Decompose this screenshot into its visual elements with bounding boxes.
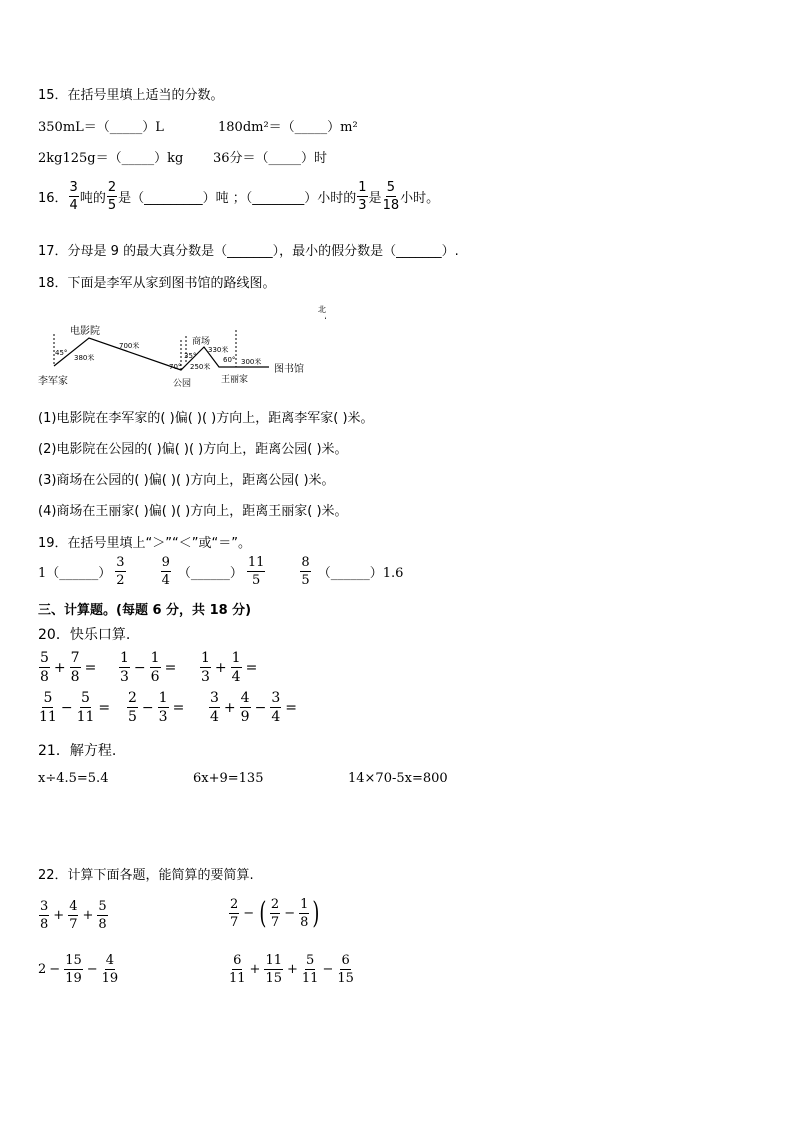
angle-label: 70° [169,363,182,371]
fraction: $\frac{1}{3}$ [201,650,210,685]
operator: = [172,699,185,716]
distance-label: 300米 [241,358,262,366]
equation: 14×70-5x=800 [348,771,448,786]
operator: − [284,906,296,921]
q21-title: 21．解方程. [38,743,117,759]
wang-label: 王丽家 [221,375,249,385]
q20-expr [199,651,260,684]
library-label: 图书馆 [274,364,304,375]
fraction: $\frac{11}{15}$ [265,953,282,986]
angle-label: 35° [184,352,197,360]
fraction: $\frac{5}{11}$ [301,953,319,986]
fraction: $\frac{7}{8}$ [70,650,80,685]
q15-title: 15．在括号里填上适当的分数。 [38,88,224,103]
operator: − [133,659,146,676]
fraction: $\frac{1}{3}$ [358,180,367,213]
fraction: $\frac{3}{4}$ [271,690,281,725]
fraction: $\frac{3}{4}$ [210,690,219,725]
fraction: $\frac{1}{3}$ [158,690,168,725]
operator: − [141,699,154,716]
q19-title: 19．在括号里填上“＞”“＜”或“＝”。 [38,536,251,551]
mall-label: 商场 [192,337,211,347]
q18-title: 18．下面是李军从家到图书馆的路线图。 [38,276,276,291]
fraction: $\frac{15}{19}$ [65,953,82,986]
q18-sub-3: (3)商场在公园的( )偏( )( )方向上，距离公园( )米。 [38,473,335,488]
operator: + [287,962,298,977]
compare-blank: （______） [177,566,243,581]
fraction: $\frac{2}{7}$ [270,897,280,930]
operator: − [86,962,98,977]
fraction: $\frac{5}{11}$ [39,690,57,725]
operator: + [249,962,261,977]
operator: = [245,659,258,676]
fraction: $\frac{3}{4}$ [69,180,78,213]
q20-expr [118,651,179,684]
q15-item-2: 180dm²＝（_____）m² [218,120,358,135]
q20-title: 20．快乐口算. [38,627,131,643]
fraction: $\frac{2}{5}$ [128,690,137,725]
compare-blank: （______）1.6 [317,566,404,581]
q20-expr [38,691,113,724]
fraction: $\frac{1}{4}$ [231,650,241,685]
fraction: $\frac{1}{6}$ [150,650,160,685]
operator: + [82,908,94,923]
q20-expr [208,691,300,724]
operator: − [243,906,255,921]
distance-label: 250米 [190,363,211,371]
q22-expr [228,954,355,985]
operator: + [214,659,227,676]
fraction: $\frac{4}{9}$ [240,690,250,725]
q15-item-4: 36分＝（_____）时 [213,151,328,166]
q18-sub-2: (2)电影院在公园的( )偏( )( )方向上，距离公园( )米。 [38,442,348,457]
equation: 6x+9=135 [193,771,264,786]
operator: = [98,699,111,716]
fraction: $\frac{11}{5}$ [247,555,265,588]
fraction: $\frac{1}{3}$ [120,650,129,685]
fraction: $\frac{5}{8}$ [98,899,107,932]
fraction: $\frac{6}{15}$ [337,953,354,986]
q20-expr [126,691,187,724]
operator: + [53,659,66,676]
distance-label: 380米 [74,354,95,362]
operator: = [164,659,177,676]
fraction: $\frac{5}{8}$ [40,650,49,685]
distance-label: 330米 [208,346,229,354]
operand: 2 [38,962,47,977]
angle-label: 45° [55,349,68,357]
operator: − [322,962,334,977]
right-paren: ) [312,895,320,931]
cinema-label: 电影院 [70,326,100,337]
q20-expr [38,651,99,684]
fraction: $\frac{4}{7}$ [69,899,78,932]
q16-text-4: 小时。 [400,191,440,206]
operator: + [223,699,236,716]
fraction: $\frac{2}{7}$ [230,897,239,930]
home-label: 李军家 [38,376,68,387]
fraction: $\frac{3}{8}$ [40,899,49,932]
q16-line [38,181,439,212]
q16-number: 16． [38,191,68,206]
angle-label: 60° [223,356,236,364]
operator: = [84,659,97,676]
operator: + [53,908,65,923]
q18-sub-4: (4)商场在王丽家( )偏( )( )方向上，距离王丽家( )米。 [38,504,348,519]
route-map [36,300,326,392]
q22-expr [228,895,322,931]
fraction: $\frac{4}{19}$ [101,953,119,986]
q18-sub-1: (1)电影院在李军家的( )偏( )( )方向上，距离李军家( )米。 [38,411,374,426]
left-paren: ( [259,895,267,931]
fraction: $\frac{6}{11}$ [229,953,246,986]
equation: x÷4.5=5.4 [38,771,109,786]
compare-blank: 1（______） [38,566,112,581]
park-label: 公园 [173,379,192,389]
q16-text-2: 是（_________）吨 ；（________）小时的 [118,191,357,206]
q19-items [38,556,403,587]
q16-text-1: 吨的 [79,191,106,206]
q15-item-3: 2kg125g＝（_____）kg [38,151,184,166]
distance-label: 700米 [119,342,140,350]
fraction: $\frac{3}{2}$ [116,555,125,588]
q16-text-3: 是 [368,191,382,206]
north-label: 北 [318,305,326,314]
q22-expr [38,900,109,931]
q15-item-1: 350mL＝（_____）L [38,120,164,135]
section-title: 三、计算题。(每题 6 分，共 18 分) [38,603,252,618]
operator: − [60,699,73,716]
fraction: $\frac{5}{11}$ [76,690,95,725]
fraction: $\frac{9}{4}$ [161,555,170,588]
q22-title: 22．计算下面各题，能简算的要简算. [38,868,254,883]
operator: = [285,699,297,716]
q22-expr [38,954,119,985]
operator: − [49,962,61,977]
fraction: $\frac{5}{18}$ [382,180,400,213]
q17-text: 17．分母是 9 的最大真分数是（_______），最小的假分数是（_______）. [38,244,459,259]
fraction: $\frac{1}{8}$ [300,897,309,930]
fraction: $\frac{2}{5}$ [107,180,117,213]
fraction: $\frac{8}{5}$ [301,555,310,588]
operator: − [254,699,267,716]
